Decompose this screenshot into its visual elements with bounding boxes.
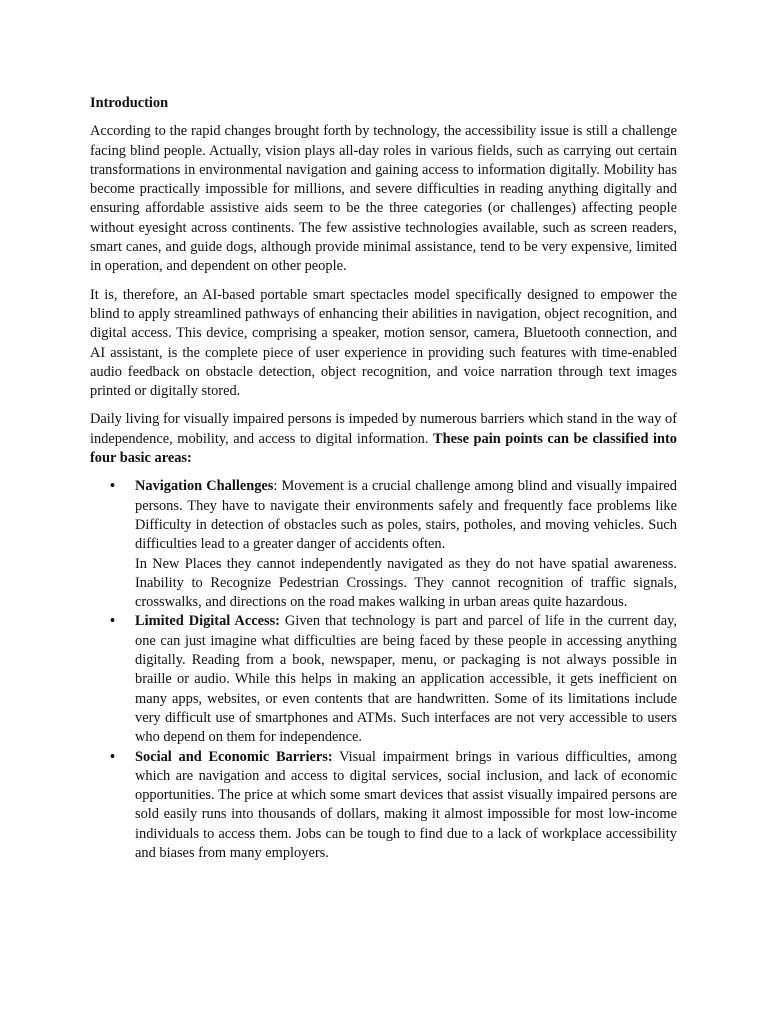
intro-paragraph-2: It is, therefore, an AI-based portable smart spectacles model specifically designed to empower the blind to apply streamlined pathways of enhancing their abilities in navigation, object recognition, and digital access. This device, comprising a speaker, motion sensor, camera, Bluetooth connection, and AI assistant, is the complete piece of user experience in providing such features with time-enabled audio feedback on obstacle detection, object recognition, and voice narration through text images printed or digitally stored.	[90, 286, 677, 400]
list-item-social-economic-barriers	[90, 748, 677, 864]
intro-paragraph-1: According to the rapid changes brought forth by technology, the accessibility issue is still a challenge facing blind people. Actually, vision plays all-day roles in various fields, such as carrying out certain transformations in environmental navigation and gaining access to information digitally. Mobility has become practically impossible for millions, and severe difficulties in reading anything digitally and ensuring affordable assistive aids seem to be the three categories (or challenges) affecting people without eyesight across continents. The few assistive technologies available, such as screen readers, smart canes, and guide dogs, although provide minimal assistance, tend to be very expensive, limited in operation, and dependent on other people.	[90, 123, 677, 275]
list-item-text: : Movement is a crucial challenge among blind and visually impaired persons. They have to navigate their environments safely and frequently face problems like Difficulty in detection of obstacles such as poles, stairs, potholes, and moving vehicles. Such difficulties lead to a greater danger of accidents often.	[135, 478, 678, 553]
bullet-icon: •	[110, 478, 116, 495]
list-item-title: Navigation Challenges	[135, 478, 274, 495]
paragraph-3-text: Daily living for visually impaired persons is impeded by numerous barriers which stand in the way of independence, mobility, and access to digital information.	[90, 411, 677, 447]
list-item-continuation: In New Places they cannot independently navigated as they do not have spatial awareness. Inability to Recognize Pedestrian Crossings. They cannot recognition of traffic signals, crosswalks, and directions on the road makes walking in urban areas quite hazardous.	[135, 555, 677, 611]
document-page	[90, 94, 677, 863]
list-item-limited-digital-access	[90, 612, 677, 747]
list-item-title: Social and Economic Barriers:	[135, 748, 333, 765]
bullet-icon: •	[110, 613, 116, 630]
list-item-navigation-challenges	[90, 477, 677, 612]
pain-points-list	[90, 477, 677, 863]
bullet-icon: •	[110, 748, 116, 765]
list-item-text: Visual impairment brings in various difficulties, among which are navigation and access to digital services, social inclusion, and lack of economic opportunities. The price at which some smart devices that assist visually impaired persons are sold easily runs into thousands of dollars, making it almost impossible for most low-income individuals to access them. Jobs can be tough to find due to a lack of workplace accessibility and biases from many employers.	[135, 748, 677, 861]
paragraph-3-bold-text: These pain points can be classified into four basic areas:	[90, 430, 677, 467]
list-item-title: Limited Digital Access:	[135, 613, 280, 630]
section-heading: Introduction	[90, 95, 169, 111]
intro-paragraph-3	[90, 410, 677, 468]
list-item-text: Given that technology is part and parcel of life in the current day, one can just imagine what difficulties are being faced by these people in accessing anything digitally. Reading from a book, newspaper, menu, or packaging is not always possible in braille or audio. While this helps in making an application accessible, it gets inefficient on many apps, websites, or even contents that are handwritten. Some of its limitations include very difficult use of smartphones and ATMs. Such interfaces are not very accessible to users who depend on them for independence.	[135, 613, 677, 746]
